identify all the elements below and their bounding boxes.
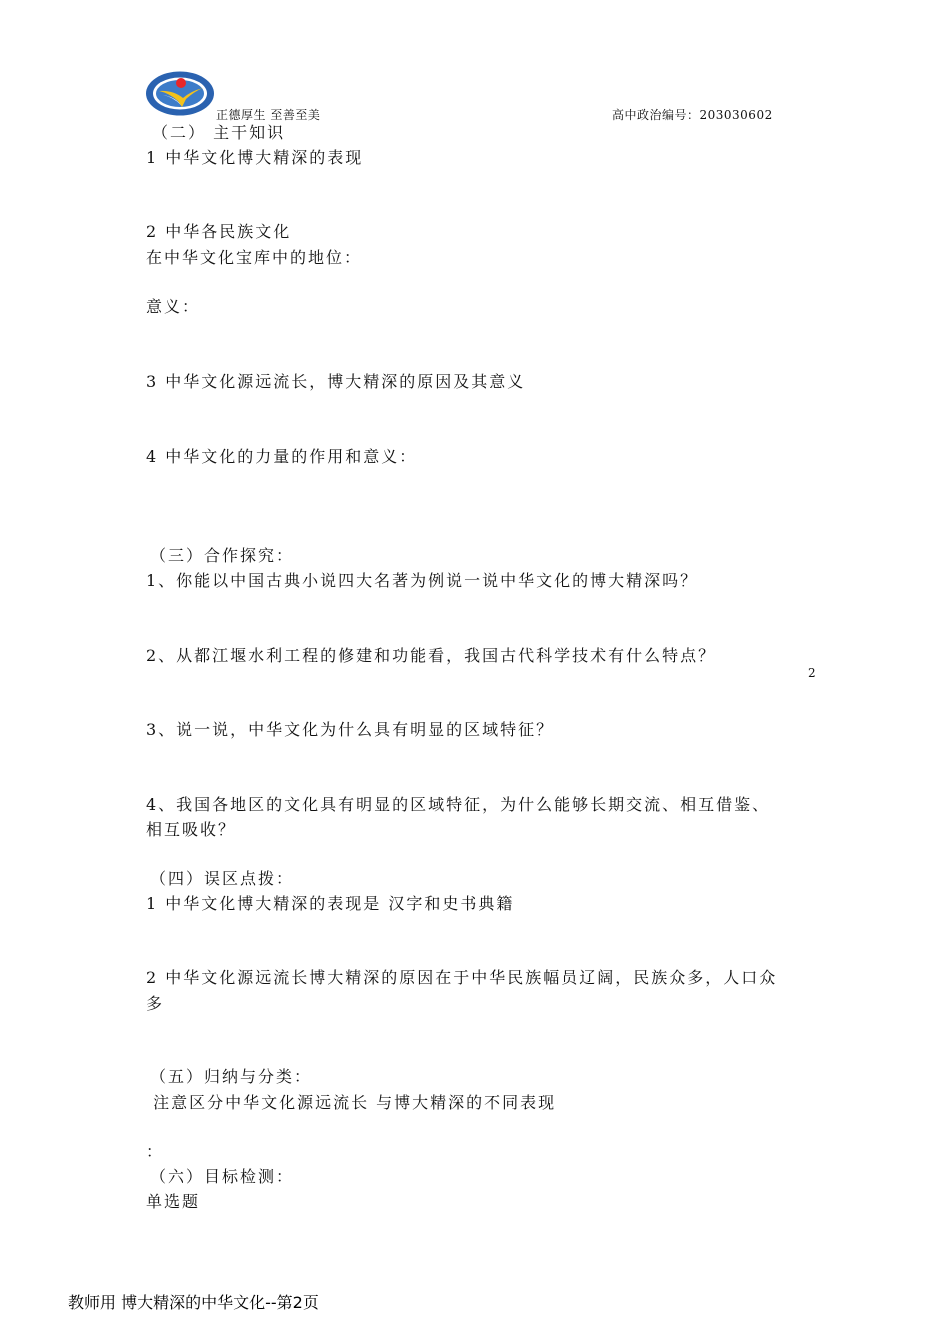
text-line: 1 中华文化博大精深的表现 [146,148,364,167]
text-line: 2、从都江堰水利工程的修建和功能看，我国古代科学技术有什么特点？ [146,646,717,665]
text-line: 3 中华文化源远流长，博大精深的原因及其意义 [146,372,526,391]
text-line: 2 中华文化源远流长博大精深的原因在于中华民族幅员辽阔，民族众多，人口众 [146,968,778,987]
section-heading-misconceptions: （四）误区点拨： [150,869,295,888]
text-line: 1、你能以中国古典小说四大名著为例说一说中华文化的博大精深吗？ [146,571,699,590]
document-code: 高中政治编号：203030602 [612,108,773,122]
section-heading-cooperation: （三）合作探究： [150,546,295,565]
text-line: ： [146,1142,165,1161]
text-line: 单选题 [146,1192,201,1211]
section-heading-summary: （五）归纳与分类： [150,1067,313,1086]
text-line: 1 中华文化博大精深的表现是 汉字和史书典籍 [146,894,515,913]
text-line: 相互吸收？ [146,820,237,839]
text-line: 3、说一说，中华文化为什么具有明显的区域特征？ [146,720,555,739]
page-footer: 教师用 博大精深的中华文化--第2页 [68,1293,319,1312]
text-line: 4、我国各地区的文化具有明显的区域特征，为什么能够长期交流、相互借鉴、 [146,795,771,814]
text-line: 在中华文化宝库中的地位： [146,248,363,267]
text-line: 2 中华各民族文化 [146,222,292,241]
text-line: 多 [146,994,165,1013]
text-line: 意义： [146,297,201,316]
page-number: 2 [808,666,817,680]
section-heading-main-knowledge: （二） 主干知识 [152,123,286,142]
section-heading-target-test: （六）目标检测： [150,1167,295,1186]
school-logo [145,71,215,116]
text-line: 4 中华文化的力量的作用和意义： [146,447,418,466]
school-motto: 正德厚生 至善至美 [216,108,321,122]
text-line: 注意区分中华文化源远流长 与博大精深的不同表现 [146,1093,557,1112]
